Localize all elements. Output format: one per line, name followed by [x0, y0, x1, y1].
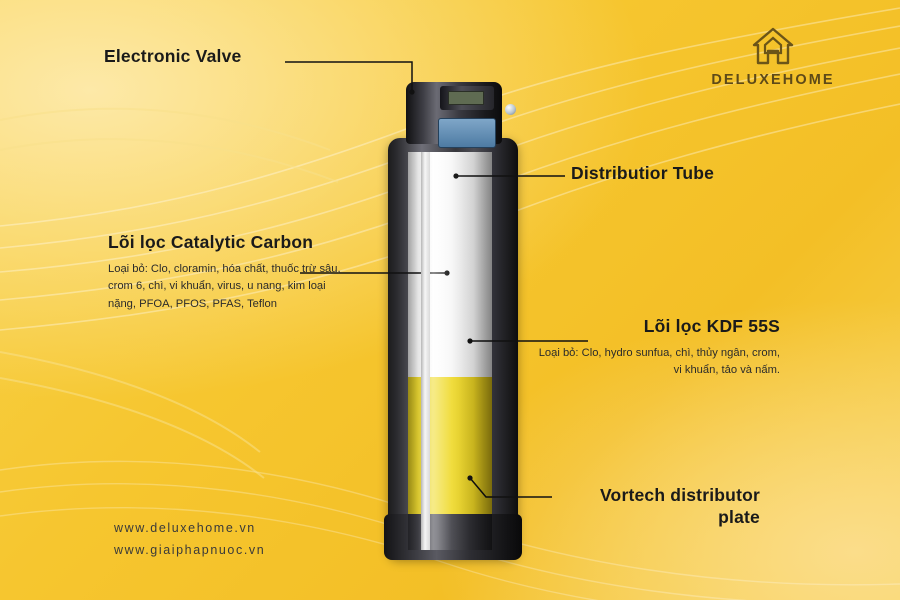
callout-kdf-55s — [530, 316, 780, 380]
footer-urls — [114, 518, 265, 562]
brand-logo — [688, 26, 858, 88]
brand-name: DELUXEHOME — [711, 72, 835, 88]
callout-description: Loại bỏ: Clo, cloramin, hóa chất, thuốc trừ sâu, crom 6, chì, vi khuẩn, virus, u nang, kim loại nặng, PFOA, PFOS, PFAS, Teflon — [108, 262, 341, 310]
callout-title: Vortech distributor plate — [599, 485, 760, 527]
callout-description: Loại bỏ: Clo, hydro sunfua, chì, thủy ngân, crom, vi khuẩn, tảo và nấm. — [538, 346, 780, 377]
valve-knob-icon — [505, 104, 516, 115]
website-url-primary[interactable]: www.deluxehome.vn — [114, 521, 256, 536]
house-logo-icon — [751, 26, 795, 66]
callout-distributior-tube — [571, 163, 714, 185]
electronic-valve-head — [406, 82, 502, 144]
callout-title: Electronic Valve — [104, 46, 242, 66]
callout-vortech-plate — [556, 485, 760, 529]
callout-title: Lõi lọc KDF 55S — [643, 316, 780, 336]
valve-display-screen — [448, 91, 484, 105]
media-window — [408, 152, 492, 550]
glass-gloss-overlay — [408, 152, 492, 550]
callout-electronic-valve — [104, 46, 241, 68]
website-url-secondary[interactable]: www.giaiphapnuoc.vn — [114, 543, 266, 558]
callout-title: Lõi lọc Catalytic Carbon — [108, 232, 314, 252]
valve-control-panel — [438, 118, 496, 148]
callout-title: Distributior Tube — [571, 163, 715, 183]
callout-catalytic-carbon — [108, 232, 348, 313]
product-illustration — [382, 60, 524, 560]
